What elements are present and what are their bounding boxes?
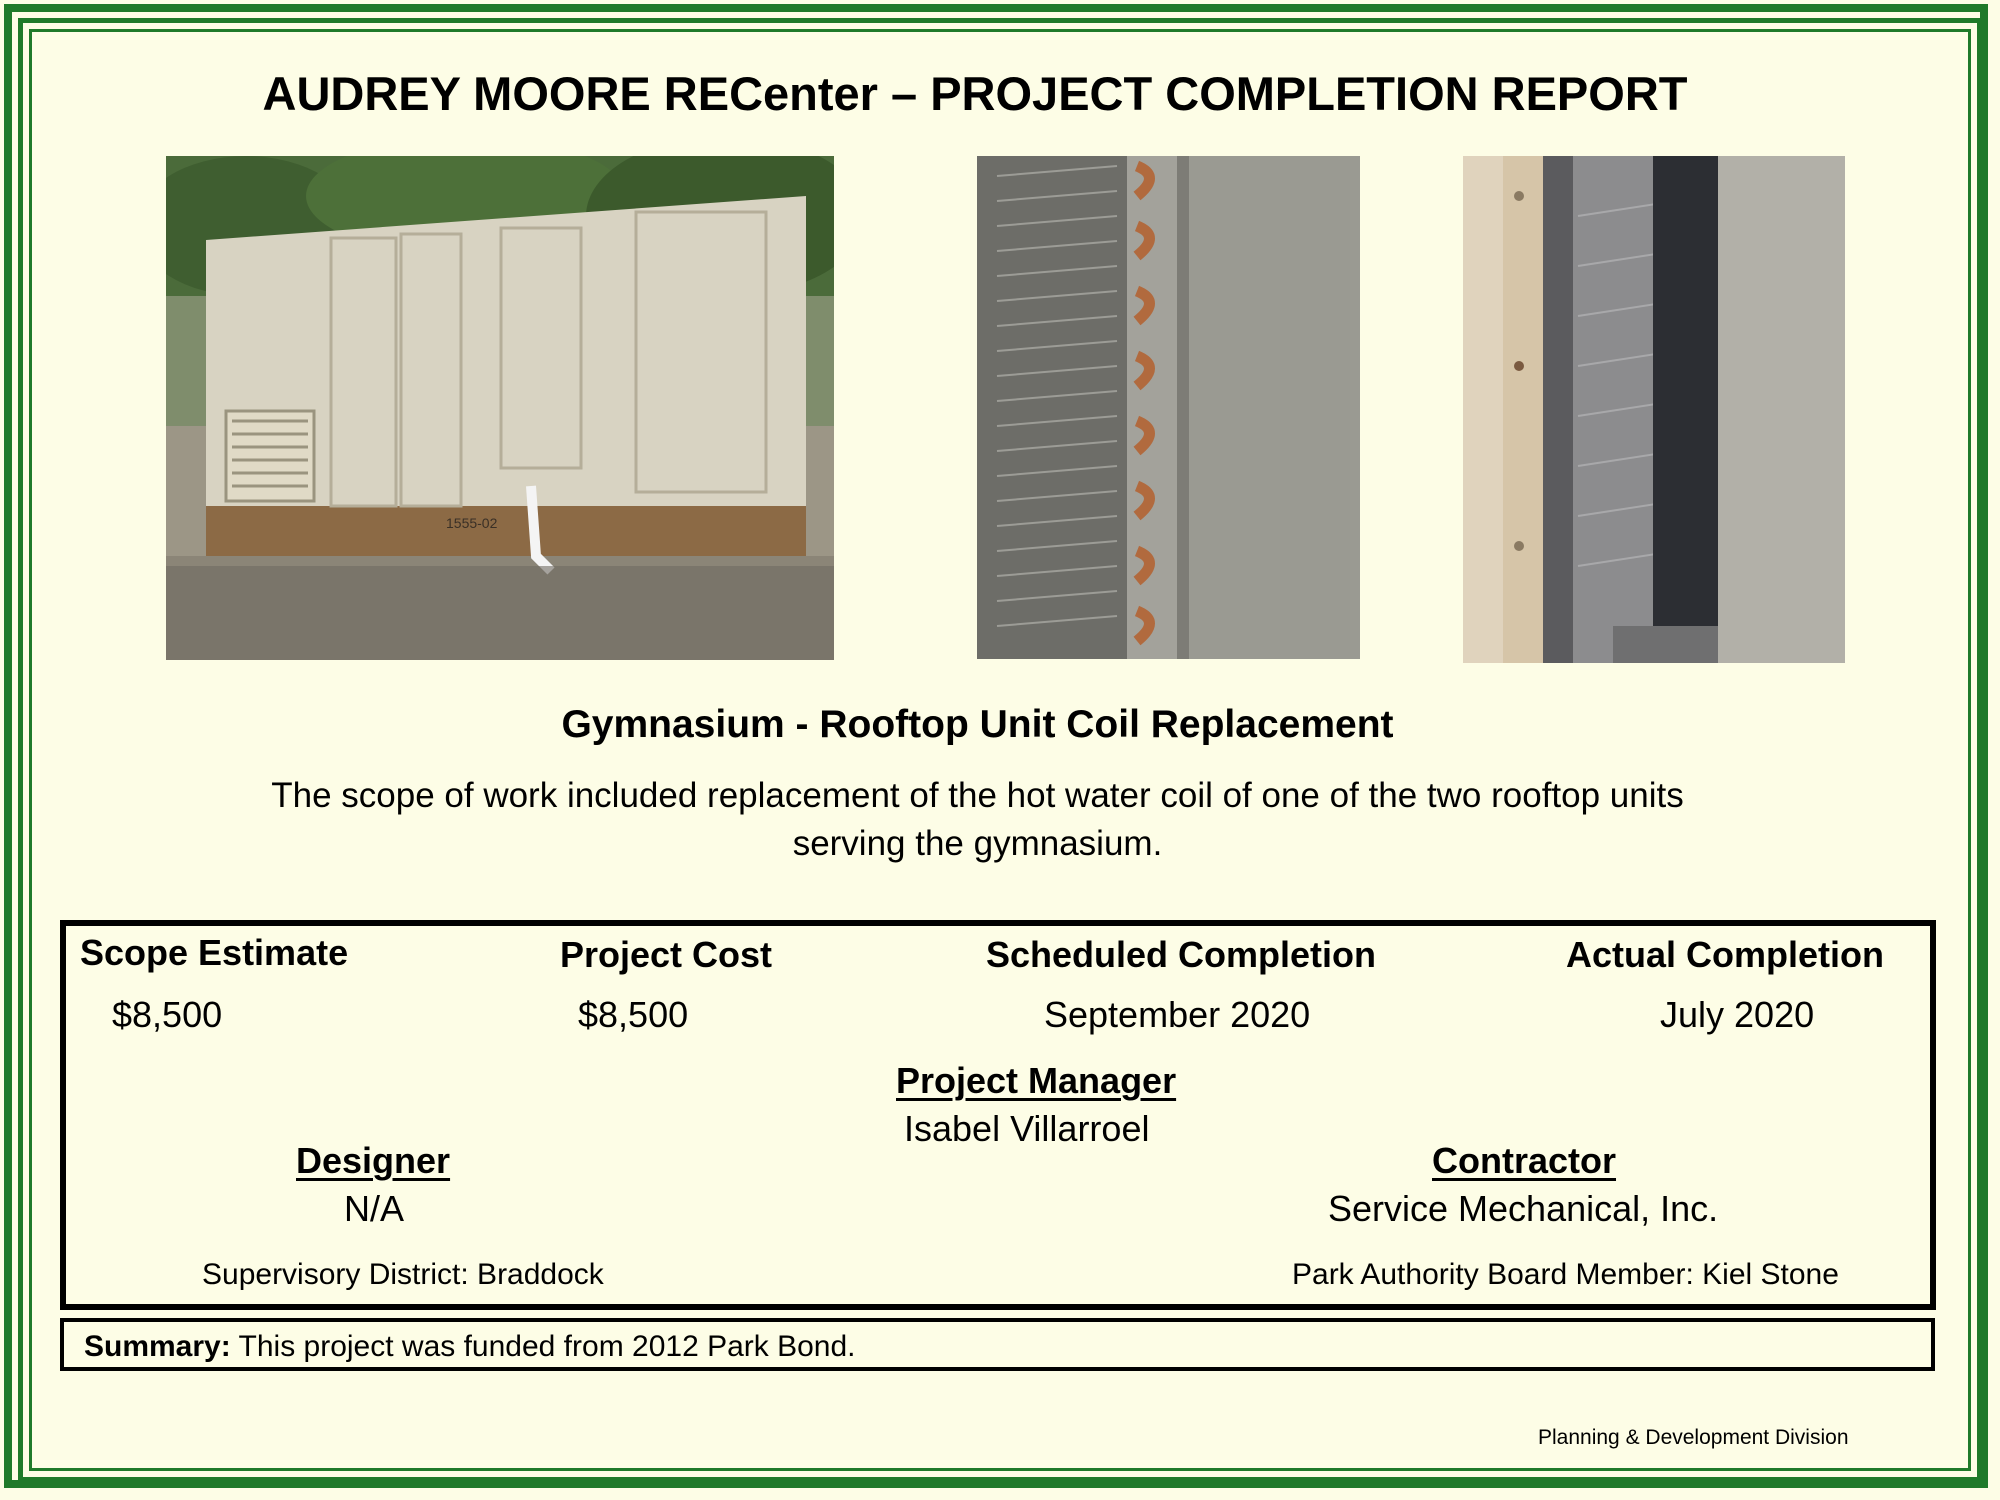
rooftop-unit-photo (166, 156, 834, 660)
board-member: Park Authority Board Member: Kiel Stone (1292, 1258, 1839, 1291)
coil-closeup-photo (977, 156, 1360, 659)
summary (84, 1330, 856, 1364)
project-description: The scope of work included replacement of the hot water coil of one of the two rooftop units serving the gymnasium. (271, 776, 1684, 863)
actual-completion-label: Actual Completion (1566, 934, 1885, 975)
report-title: AUDREY MOORE RECenter – PROJECT COMPLETION REPORT (262, 67, 1688, 120)
contractor-label: Contractor (1432, 1140, 1617, 1181)
designer-label: Designer (296, 1140, 451, 1181)
project-details-box (60, 920, 1936, 1310)
supervisory-district: Supervisory District: Braddock (202, 1258, 604, 1291)
footer-division: Planning & Development Division (1538, 1426, 1849, 1449)
project-manager-value: Isabel Villarroel (904, 1108, 1150, 1149)
contractor-value: Service Mechanical, Inc. (1328, 1188, 1719, 1229)
project-manager-label: Project Manager (896, 1060, 1177, 1101)
project-title: Gymnasium - Rooftop Unit Coil Replacement (561, 703, 1394, 746)
coil-cabinet-photo (1463, 156, 1845, 663)
actual-completion-value: July 2020 (1660, 994, 1815, 1035)
summary-text: This project was funded from 2012 Park Bond. (238, 1330, 856, 1363)
project-cost-label: Project Cost (560, 934, 773, 975)
scope-estimate-value: $8,500 (112, 994, 223, 1035)
project-cost-value: $8,500 (578, 994, 689, 1035)
designer-value: N/A (344, 1188, 405, 1229)
scheduled-completion-value: September 2020 (1044, 994, 1311, 1035)
scope-estimate-label: Scope Estimate (80, 932, 349, 973)
scheduled-completion-label: Scheduled Completion (986, 934, 1377, 975)
summary-box (60, 1318, 1935, 1371)
unit-label: 1555-02 (446, 515, 498, 531)
summary-label: Summary: (84, 1330, 231, 1363)
